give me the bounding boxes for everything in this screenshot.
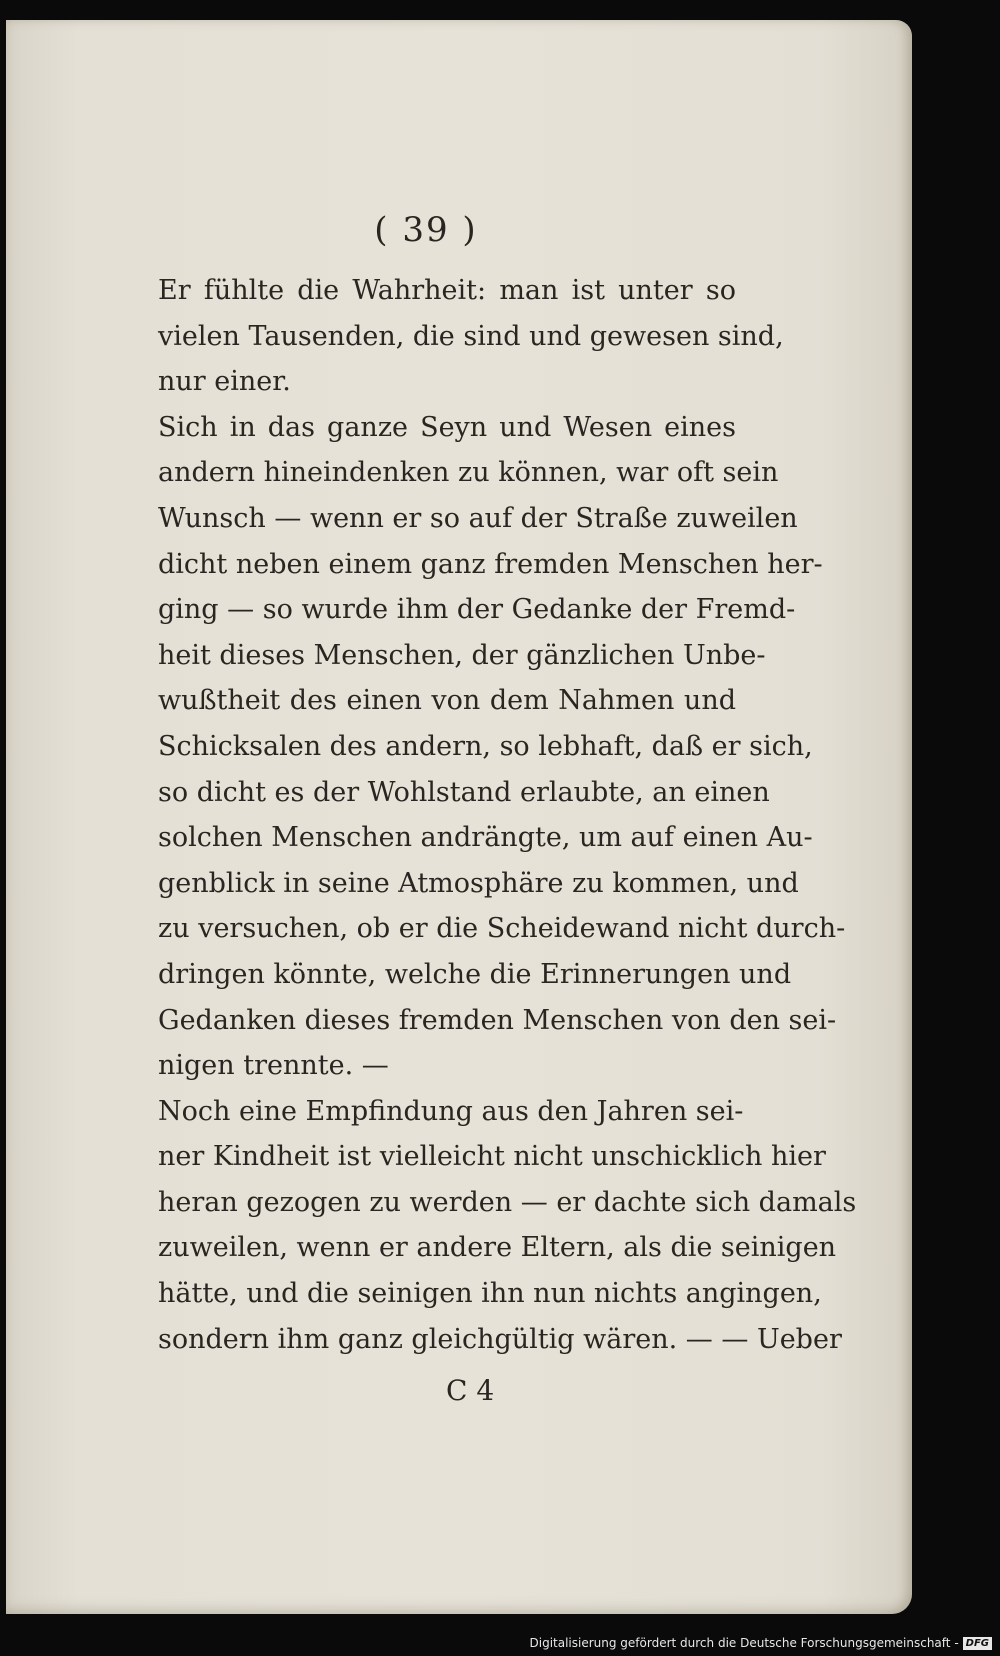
paragraph-2 xyxy=(108,405,846,1089)
text-line: Er fühlte die Wahrheit: man ist unter so xyxy=(158,275,736,306)
text-line: Schicksalen des andern, so lebhaft, daß er sich, xyxy=(158,730,813,762)
text-line: heran gezogen zu werden — er dachte sich damals xyxy=(158,1186,857,1218)
text-line: Wunsch — wenn er so auf der Straße zuweilen xyxy=(158,502,798,534)
dfg-logo: DFG xyxy=(963,1637,992,1650)
text-line: solchen Menschen andrängte, um auf einen Au- xyxy=(158,822,813,854)
text-line: heit dieses Menschen, der gänzlichen Unbe- xyxy=(158,639,766,671)
credit-text: Digitalisierung gefördert durch die Deutsche Forschungsgemeinschaft - xyxy=(529,1636,959,1650)
text-line: andern hineindenken zu können, war oft sein xyxy=(158,457,779,489)
digitization-credit xyxy=(530,1636,993,1650)
page-number: ( 39 ) xyxy=(374,210,478,250)
text-line: nur einer. xyxy=(158,366,291,398)
text-line: nigen trennte. — xyxy=(158,1050,389,1082)
text-line: Gedanken dieses fremden Menschen von den sei- xyxy=(158,1004,837,1036)
text-line: wußtheit des einen von dem Nahmen und xyxy=(158,685,736,717)
text-line: hätte, und die seinigen ihn nun nichts angingen, xyxy=(158,1278,822,1310)
text-line: zu versuchen, ob er die Scheidewand nicht durch- xyxy=(158,913,846,945)
paragraph-1 xyxy=(108,268,784,405)
text-line: dringen könnte, welche die Erinnerungen und xyxy=(158,958,792,990)
text-line: so dicht es der Wohlstand erlaubte, an einen xyxy=(158,776,770,808)
text-line: vielen Tausenden, die sind und gewesen sind, xyxy=(158,320,784,352)
text-line: dicht neben einem ganz fremden Menschen her- xyxy=(158,548,823,580)
text-line: Sich in das ganze Seyn und Wesen eines xyxy=(158,411,736,443)
body-text xyxy=(108,268,857,1362)
text-line: zuweilen, wenn er andere Eltern, als die seinigen xyxy=(158,1232,837,1264)
book-page xyxy=(6,20,912,1614)
text-line: sondern ihm ganz gleichgültig wären. — — Ueber xyxy=(158,1323,842,1355)
signature-mark: C 4 xyxy=(446,1374,495,1407)
text-line: ging — so wurde ihm der Gedanke der Fremd- xyxy=(158,594,796,626)
paragraph-3 xyxy=(108,1089,857,1363)
text-line: Noch eine Empfindung aus den Jahren sei- xyxy=(158,1095,744,1127)
text-line: ner Kindheit ist vielleicht nicht unschicklich hier xyxy=(158,1141,826,1173)
text-line: genblick in seine Atmosphäre zu kommen, und xyxy=(158,867,799,899)
